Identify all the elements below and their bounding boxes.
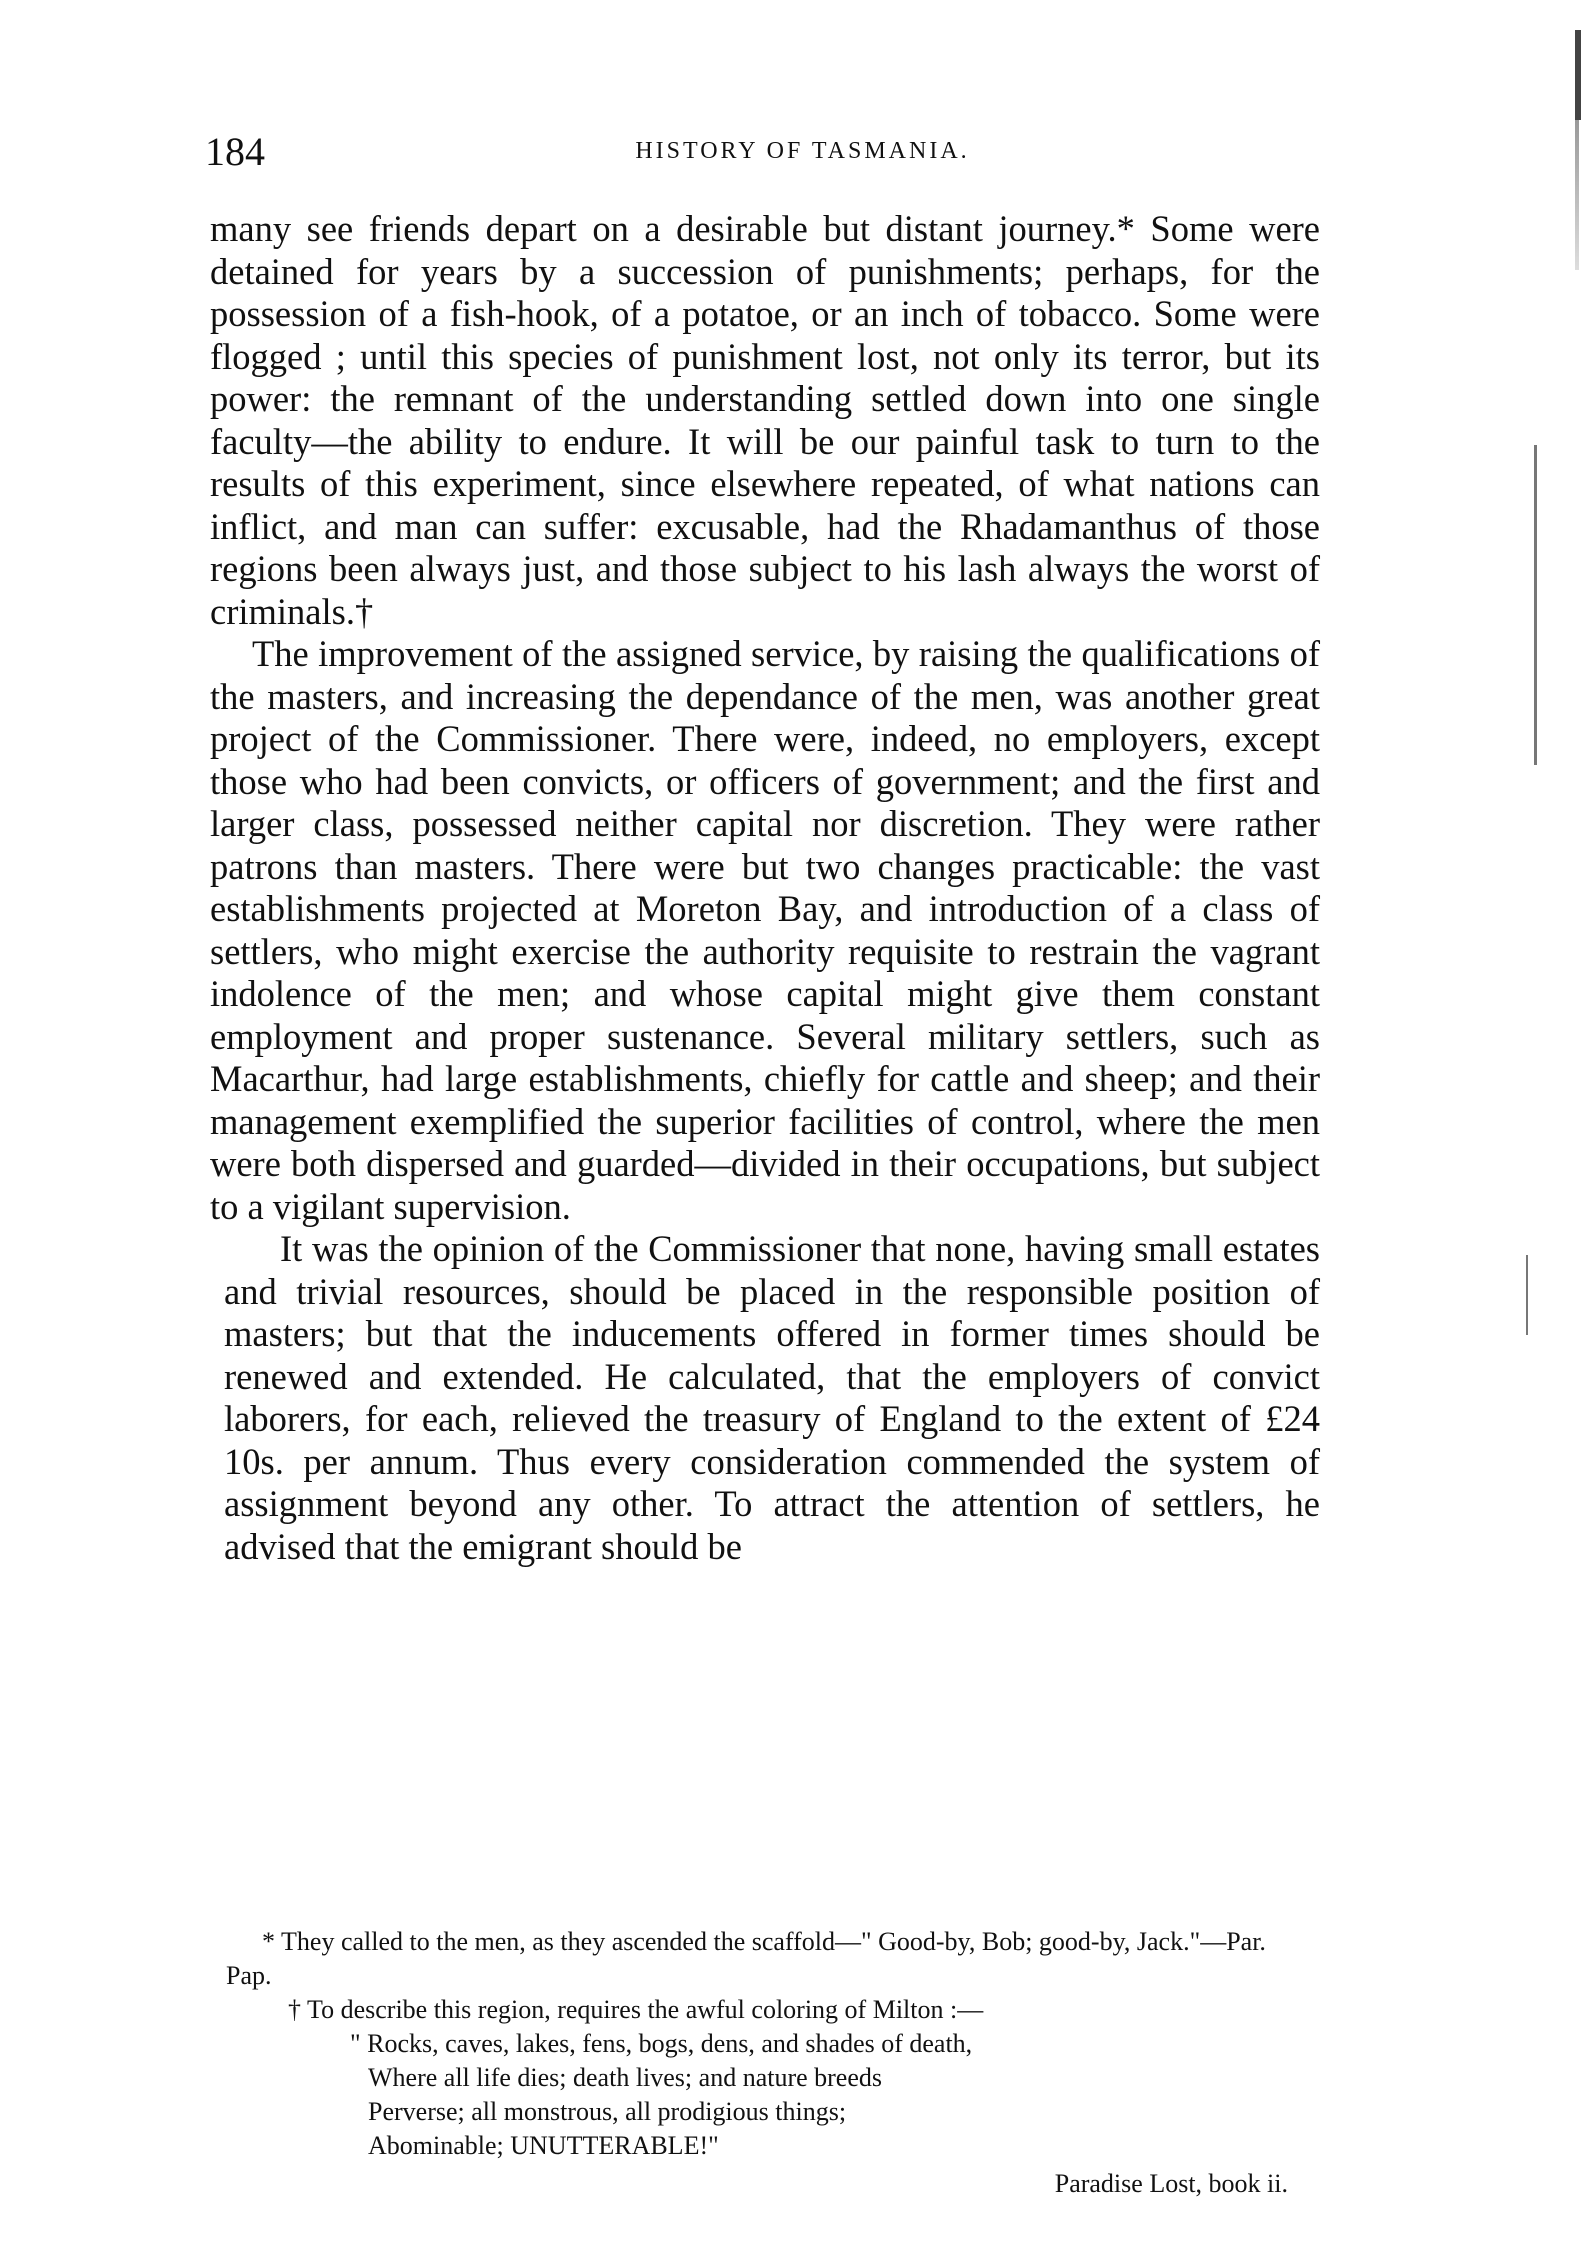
footnotes	[228, 1925, 1308, 2201]
margin-mark	[1534, 445, 1537, 765]
margin-mark	[1526, 1255, 1528, 1335]
page-header	[205, 128, 1320, 188]
paragraph-2: The improvement of the assigned service, by raising the qualifications of the masters, and increasing the dependance of the men, was another great project of the Commissioner. There were, indeed, no employers, except those who had been convicts, or officers of government; and the first and larger class, possessed neither capital nor discretion. They were rather patrons than masters. There were but two changes practicable: the vast establishments projected at Moreton Bay, and introduction of a class of settlers, who might exercise the authority requisite to restrain the vagrant indolence of the men; and whose capital might give them constant employment and proper sustenance. Several military settlers, such as Macarthur, had large establishments, chiefly for cattle and sheep; and their management exemplified the superior facilities of control, where the men were both dispersed and guarded—divided in their occupations, but subject to a vigilant supervision.	[210, 633, 1320, 1227]
binding-edge	[1575, 120, 1579, 270]
quote-line: Abominable; UNUTTERABLE!"	[368, 2131, 719, 2160]
paragraph-1: many see friends depart on a desirable but distant journey.* Some were detained for years by a succession of punishments; perhaps, for the possession of a fish-hook, of a potatoe, or an inch of tobacco. Some were flogged ; until this species of punishment lost, not only its terror, but its power: the remnant of the understanding settled down into one single faculty—the ability to endure. It will be our painful task to turn to the results of this experiment, since elsewhere repeated, of what nations can inflict, and man can suffer: excusable, had the Rhadamanthus of those regions been always just, and those subject to his lash always the worst of criminals.†	[210, 208, 1320, 632]
binding-edge	[1575, 30, 1581, 120]
paragraph-3: It was the opinion of the Commissioner that none, having small estates and trivial resources, should be placed in the responsible position of masters; but that the inducements offered in former times should be renewed and extended. He calculated, that the employers of convict laborers, for each, relieved the treasury of England to the extent of £24 10s. per annum. Thus every consideration commended the system of assignment beyond any other. To attract the attention of settlers, he advised that the emigrant should be	[224, 1228, 1320, 1567]
body-text	[210, 208, 1320, 1568]
quote-attribution: Paradise Lost, book ii.	[1054, 2169, 1288, 2198]
quote-line: " Rocks, caves, lakes, fens, bogs, dens, and shades of death,	[350, 2029, 973, 2058]
quote-line: Perverse; all monstrous, all prodigious things;	[368, 2097, 847, 2126]
milton-quote	[228, 2027, 1308, 2163]
running-head: HISTORY OF TASMANIA.	[635, 138, 970, 164]
quote-line: Where all life dies; death lives; and nature breeds	[368, 2063, 883, 2092]
page-number: 184	[205, 129, 265, 174]
footnote-2: † To describe this region, requires the awful coloring of Milton :—	[288, 1995, 984, 2024]
footnote-1: * They called to the men, as they ascended the scaffold—" Good-by, Bob; good-by, Jack."—Par. Pap.	[226, 1927, 1266, 1990]
